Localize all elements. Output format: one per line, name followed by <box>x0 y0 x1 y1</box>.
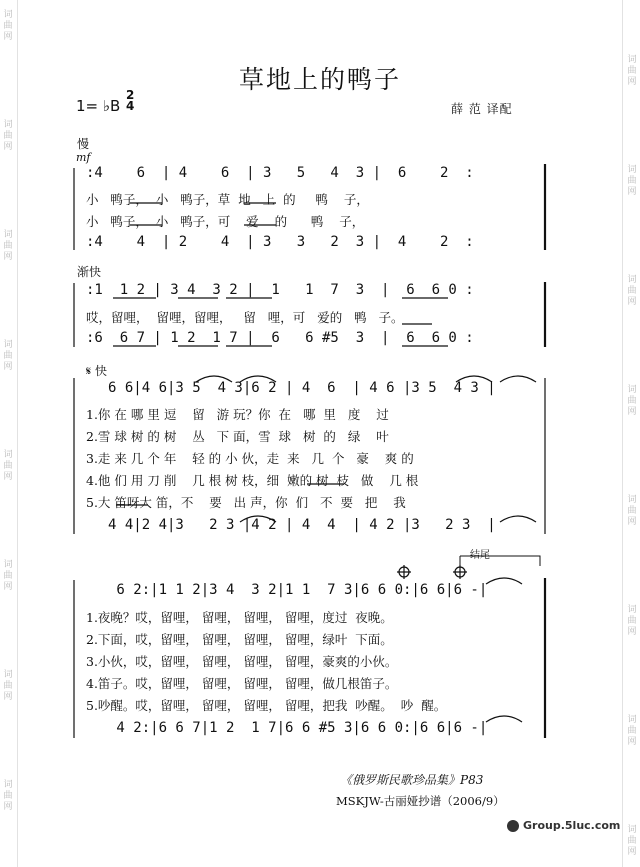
watermark-text: 词 曲 网 <box>627 825 637 857</box>
source-citation: 《俄罗斯民歌珍品集》P83 <box>340 773 484 787</box>
lyric-line: 小 鸭子， 小 鸭子，可 爱 的 鸭 子， <box>86 214 365 229</box>
copyist-credit: MSKJW-古丽娅抄谱（2006/9） <box>336 794 505 808</box>
lyric-line: 3.走 来 几 个 年 轻 的 小 伙，走 来 几 个 豪 爽 的 <box>86 451 414 466</box>
watermark-text: 词 曲 网 <box>627 715 637 747</box>
watermark-text: 词 曲 网 <box>3 340 13 372</box>
tempo-marking: 渐快 <box>77 265 102 279</box>
lyric-line: 5.大 笛呀大 笛，不 要 出 声，你 们 不 要 把 我 <box>86 495 406 510</box>
lyric-line: 3.小伙，哎，留哩， 留哩， 留哩， 留哩，豪爽的小伙。 <box>86 654 398 669</box>
upper-voice-line: :1 1 2 | 3 4 3 2 | 1 1 7 3 | 6 6 0 : <box>86 282 474 298</box>
watermark-text: 词 曲 网 <box>3 10 13 42</box>
lyric-line: 哎，留哩， 留哩，留哩， 留 哩，可 爱的 鸭 子。 <box>86 310 404 325</box>
lyric-line: 4.他 们 用 刀 削 几 根 树 枝，细 嫩的 树 枝 做 几 根 <box>86 473 419 488</box>
lyric-line: 小 鸭子， 小 鸭子，草 地 上 的 鸭 子， <box>86 192 369 207</box>
watermark-text: 词 曲 网 <box>627 495 637 527</box>
lyric-underline <box>130 203 276 225</box>
lyric-line: 1.夜晚？哎，留哩， 留哩， 留哩， 留哩，度过 夜晚。 <box>86 610 393 625</box>
watermark-text: 词 曲 网 <box>3 560 13 592</box>
arranger-credit: 薛 范 译配 <box>451 102 513 116</box>
logo-text: Group.5luc.com <box>523 819 621 832</box>
logo-mark-icon <box>507 820 519 832</box>
upper-voice-line: 6 2:|1 1 2|3 4 3 2|1 1 7 3|6 6 0:|6 6|6 -| <box>108 582 488 598</box>
upper-voice-line: :4 6 | 4 6 | 3 5 4 3 | 6 2 : <box>86 165 474 181</box>
lyric-underline <box>116 484 344 505</box>
watermark-text: 词 曲 网 <box>627 55 637 87</box>
site-logo <box>503 816 633 838</box>
watermark-text: 词 曲 网 <box>3 670 13 702</box>
lower-voice-line: 4 2:|6 6 7|1 2 1 7|6 6 #5 3|6 6 0:|6 6|6 -| <box>108 720 488 736</box>
coda-sign <box>453 565 467 579</box>
watermark-text: 词 曲 网 <box>627 165 637 197</box>
lyric-line: 5.吵醒。哎，留哩， 留哩， 留哩， 留哩，把我 吵醒。 吵 醒。 <box>86 698 447 713</box>
coda-label: 结尾 <box>470 550 490 561</box>
time-numerator: 2 <box>126 88 135 102</box>
lyric-line: 2.雪 球 树 的 树 丛 下 面，雪 球 树 的 绿 叶 <box>86 429 389 444</box>
upper-voice-line: 6 6|4 6|3 5 4 3|6 2 | 4 6 | 4 6 |3 5 4 3 | <box>108 380 496 396</box>
watermark-text: 词 曲 网 <box>3 780 13 812</box>
lower-voice-line: 4 4|2 4|3 2 3 |4 2 | 4 4 | 4 2 |3 2 3 | <box>108 517 496 533</box>
time-denominator: 4 <box>126 99 135 113</box>
slur <box>196 376 536 382</box>
lower-voice-line: :4 4 | 2 4 | 3 3 2 3 | 4 2 : <box>86 234 474 250</box>
watermark-text: 词 曲 网 <box>3 230 13 262</box>
watermark-text: 词 曲 网 <box>627 275 637 307</box>
key-text: 1= ♭B <box>76 97 121 115</box>
volta-bracket <box>460 556 540 566</box>
watermark-text: 词 曲 网 <box>627 605 637 637</box>
lyric-line: 2.下面，哎，留哩， 留哩， 留哩， 留哩，绿叶 下面。 <box>86 632 393 647</box>
watermark-text: 词 曲 网 <box>627 385 637 417</box>
lyric-line: 1.你 在 哪 里 逗 留 游 玩？你 在 哪 里 度 过 <box>86 407 389 422</box>
slur <box>240 516 536 522</box>
coda-sign <box>397 565 411 579</box>
tempo-marking: 慢 <box>77 137 90 151</box>
dynamic-marking: mf <box>76 151 91 164</box>
watermark-text: 词 曲 网 <box>3 450 13 482</box>
slur <box>486 578 522 722</box>
watermark-text: 词 曲 网 <box>3 120 13 152</box>
segno-tempo-marking: 𝄋 快 <box>86 364 107 378</box>
lyric-line: 4.笛子。哎，留哩， 留哩， 留哩， 留哩，做几根笛子。 <box>86 676 398 691</box>
song-title: 草地上的鸭子 <box>238 65 401 94</box>
lower-voice-line: :6 6 7 | 1 2 1 7 | 6 6 #5 3 | 6 6 0 : <box>86 330 474 346</box>
